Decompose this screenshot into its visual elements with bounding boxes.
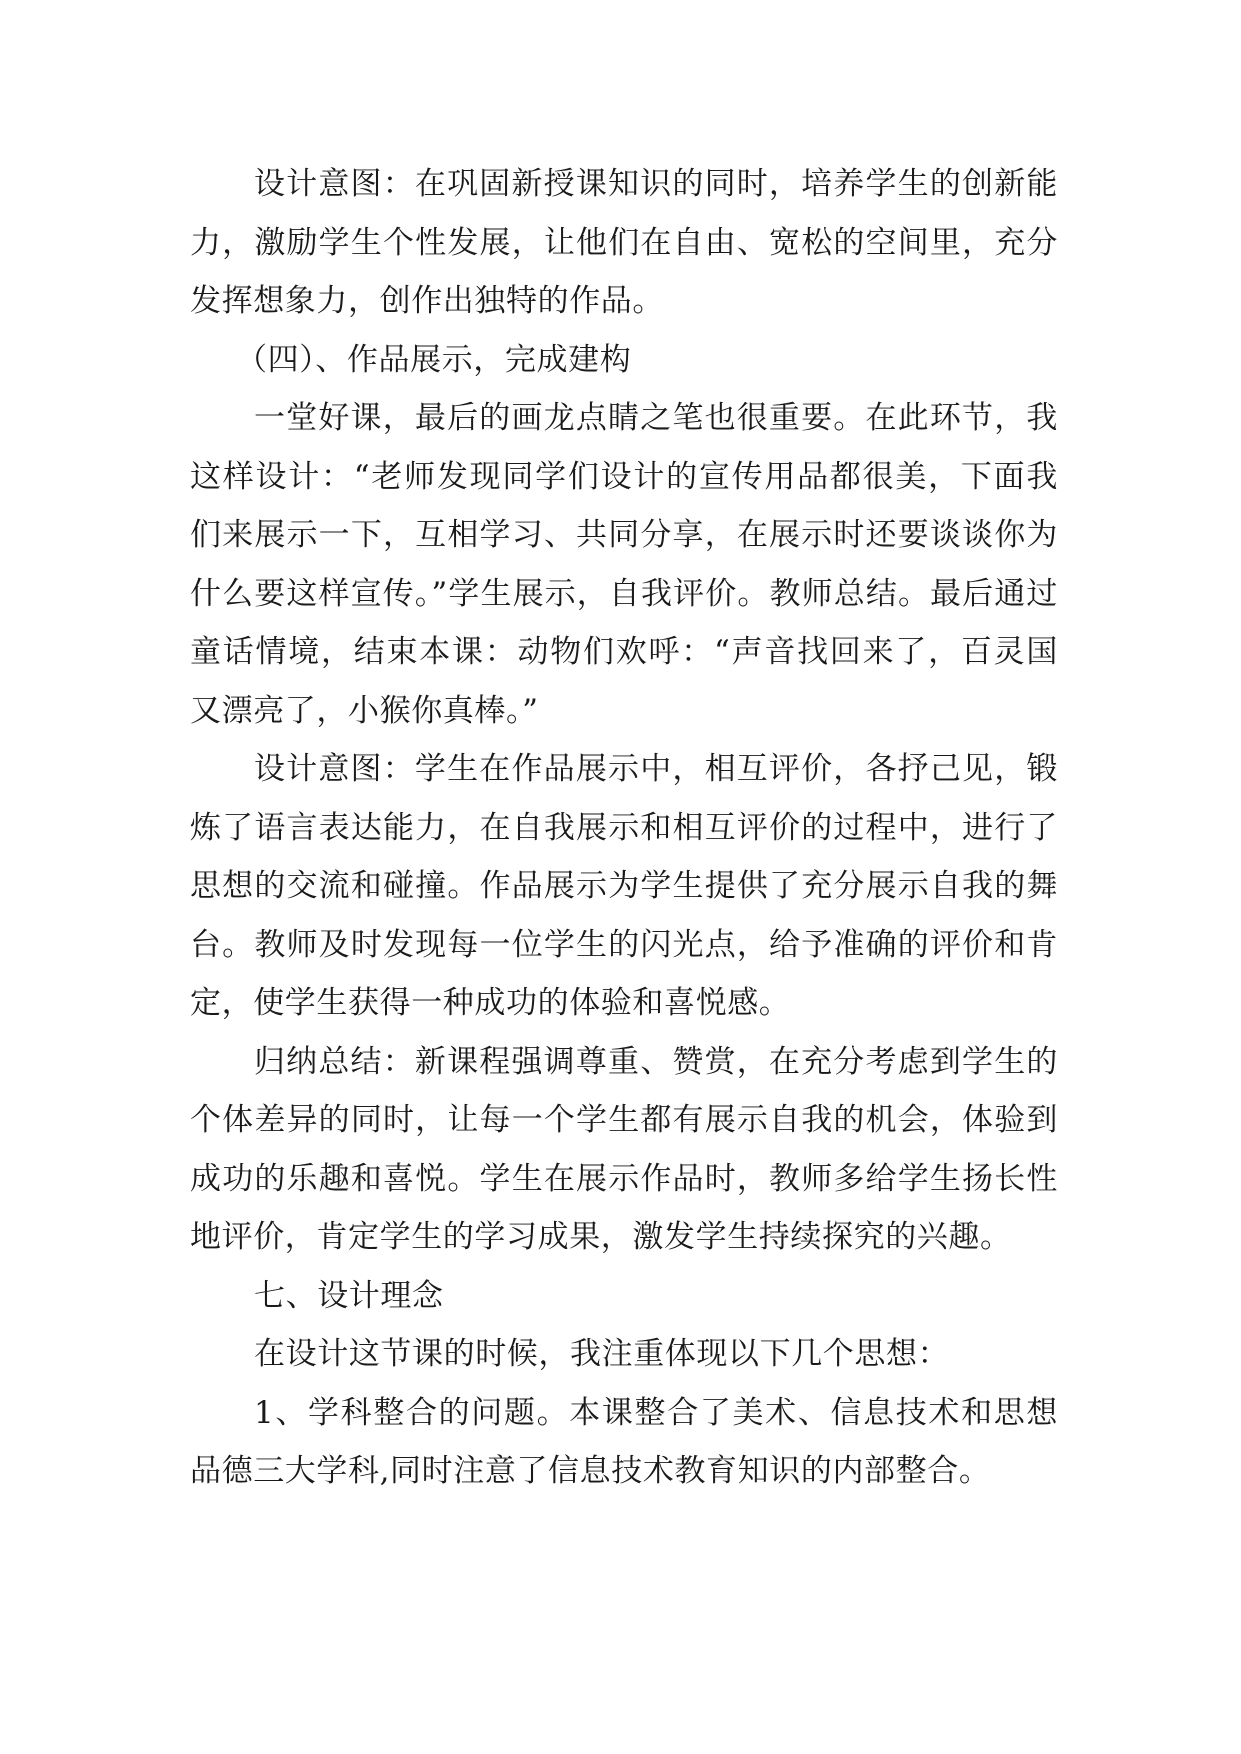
section-heading-4: （四）、作品展示，完成建构 (236, 341, 632, 378)
paragraph-showcase: 一堂好课，最后的画龙点睛之笔也很重要。在此环节，我这样设计：“老师发现同学们设计的宣传用品都很美，下面我们来展示一下，互相学习、共同分享，在展示时还要谈谈你为什么要这样宣传。”学生展示，自我评价。教师总结。最后通过童话情境，结束本课：动物们欢呼：“声音找回来了，百灵国又漂亮了，小猴你真棒。” (190, 400, 1058, 729)
paragraph-design-intent-1: 设计意图：在巩固新授课知识的同时，培养学生的创新能力，激励学生个性发展，让他们在自由、宽松的空间里，充分发挥想象力，创作出独特的作品。 (190, 166, 1058, 319)
section-heading-7: 七、设计理念 (254, 1277, 444, 1314)
paragraph-design-thoughts-intro: 在设计这节课的时候，我注重体现以下几个思想： (254, 1336, 950, 1372)
paragraph-design-intent-2: 设计意图：学生在作品展示中，相互评价，各抒己见，锻炼了语言表达能力，在自我展示和相互评价的过程中，进行了思想的交流和碰撞。作品展示为学生提供了充分展示自我的舞台。教师及时发现每一位学生的闪光点，给予准确的评价和肯定，使学生获得一种成功的体验和喜悦感。 (190, 751, 1058, 1021)
document-body (190, 155, 1058, 1501)
paragraph-subject-integration: 1、学科整合的问题。本课整合了美术、信息技术和思想品德三大学科,同时注意了信息技术教育知识的内部整合。 (190, 1394, 1058, 1489)
paragraph-summary: 归纳总结：新课程强调尊重、赞赏，在充分考虑到学生的个体差异的同时，让每一个学生都有展示自我的机会，体验到成功的乐趣和喜悦。学生在展示作品时，教师多给学生扬长性地评价，肯定学生的学习成果，激发学生持续探究的兴趣。 (190, 1043, 1058, 1255)
